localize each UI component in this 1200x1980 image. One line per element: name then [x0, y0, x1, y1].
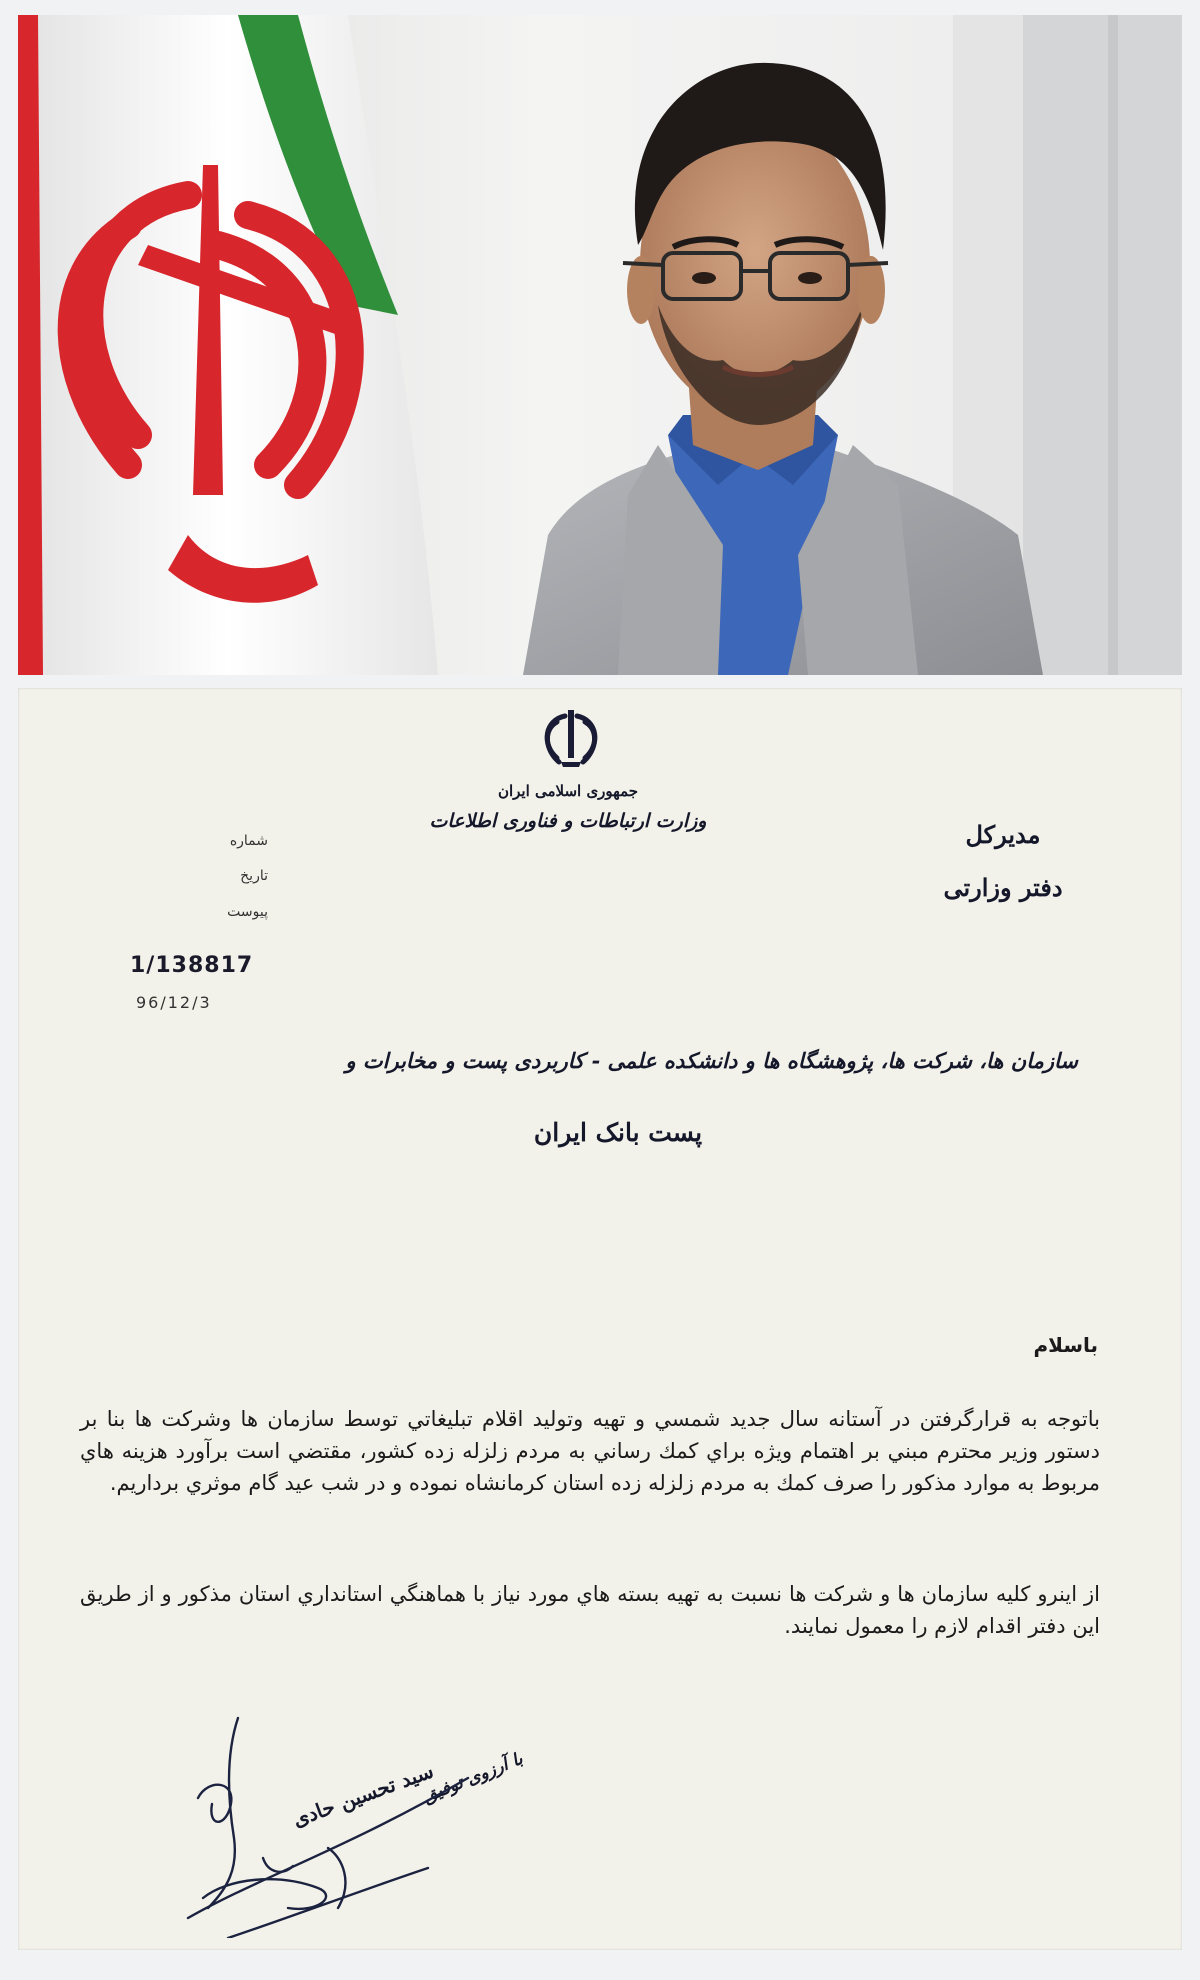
- letterhead-ministry: وزارت ارتباطات و فناوری اطلاعات: [429, 810, 707, 832]
- emblem-icon: [535, 706, 607, 768]
- closing-wish: با آرزوی توفیق: [420, 1748, 526, 1808]
- body-paragraph-1: باتوجه به قرارگرفتن در آستانه سال جديد شمسي و تهيه وتوليد اقلام تبليغاتي توسط سازمان ها وشركت ها بنا بر دستور وزير محترم مبني بر اهتمام ويژه براي كمك رساني به مردم زلزله زده كشور، مقتضي است برآورد هزينه هاي مربوط به موارد مذكور را صرف كمك به مردم زلزله زده استان كرمانشاه نموده و در شب عيد گام موثري برداريم.: [80, 1407, 1100, 1495]
- greeting: باسلام: [1033, 1333, 1098, 1357]
- signer-name: سید تحسین حادی: [289, 1758, 437, 1832]
- office-title-line1: مدیرکل: [965, 820, 1041, 849]
- recipients-line2: پست بانک ایران: [533, 1118, 703, 1147]
- letter-date: 96/12/3: [136, 993, 212, 1012]
- recipients-line1: سازمان ها، شرکت ها، پژوهشگاه ها و دانشکده علمی - کاربردی پست و مخابرات و: [345, 1048, 1078, 1073]
- letter-number: 1/138817: [130, 953, 254, 978]
- signature-image: [168, 1708, 488, 1938]
- date-label: تاریخ: [240, 868, 268, 884]
- office-title-line2: دفتر وزارتی: [943, 873, 1063, 902]
- portrait-photo: [18, 15, 1182, 675]
- body-paragraph-2: از اينرو كليه سازمان ها و شركت ها نسبت به تهيه بسته هاي مورد نياز با هماهنگي استانداري استان مذكور و از طريق اين دفتر اقدام لازم را معمول نمايند.: [80, 1582, 1100, 1638]
- attachment-label: پیوست: [227, 904, 268, 920]
- letterhead-country: جمهوری اسلامی ایران: [497, 782, 639, 800]
- number-label: شماره: [229, 833, 268, 849]
- official-letter: [18, 688, 1182, 1950]
